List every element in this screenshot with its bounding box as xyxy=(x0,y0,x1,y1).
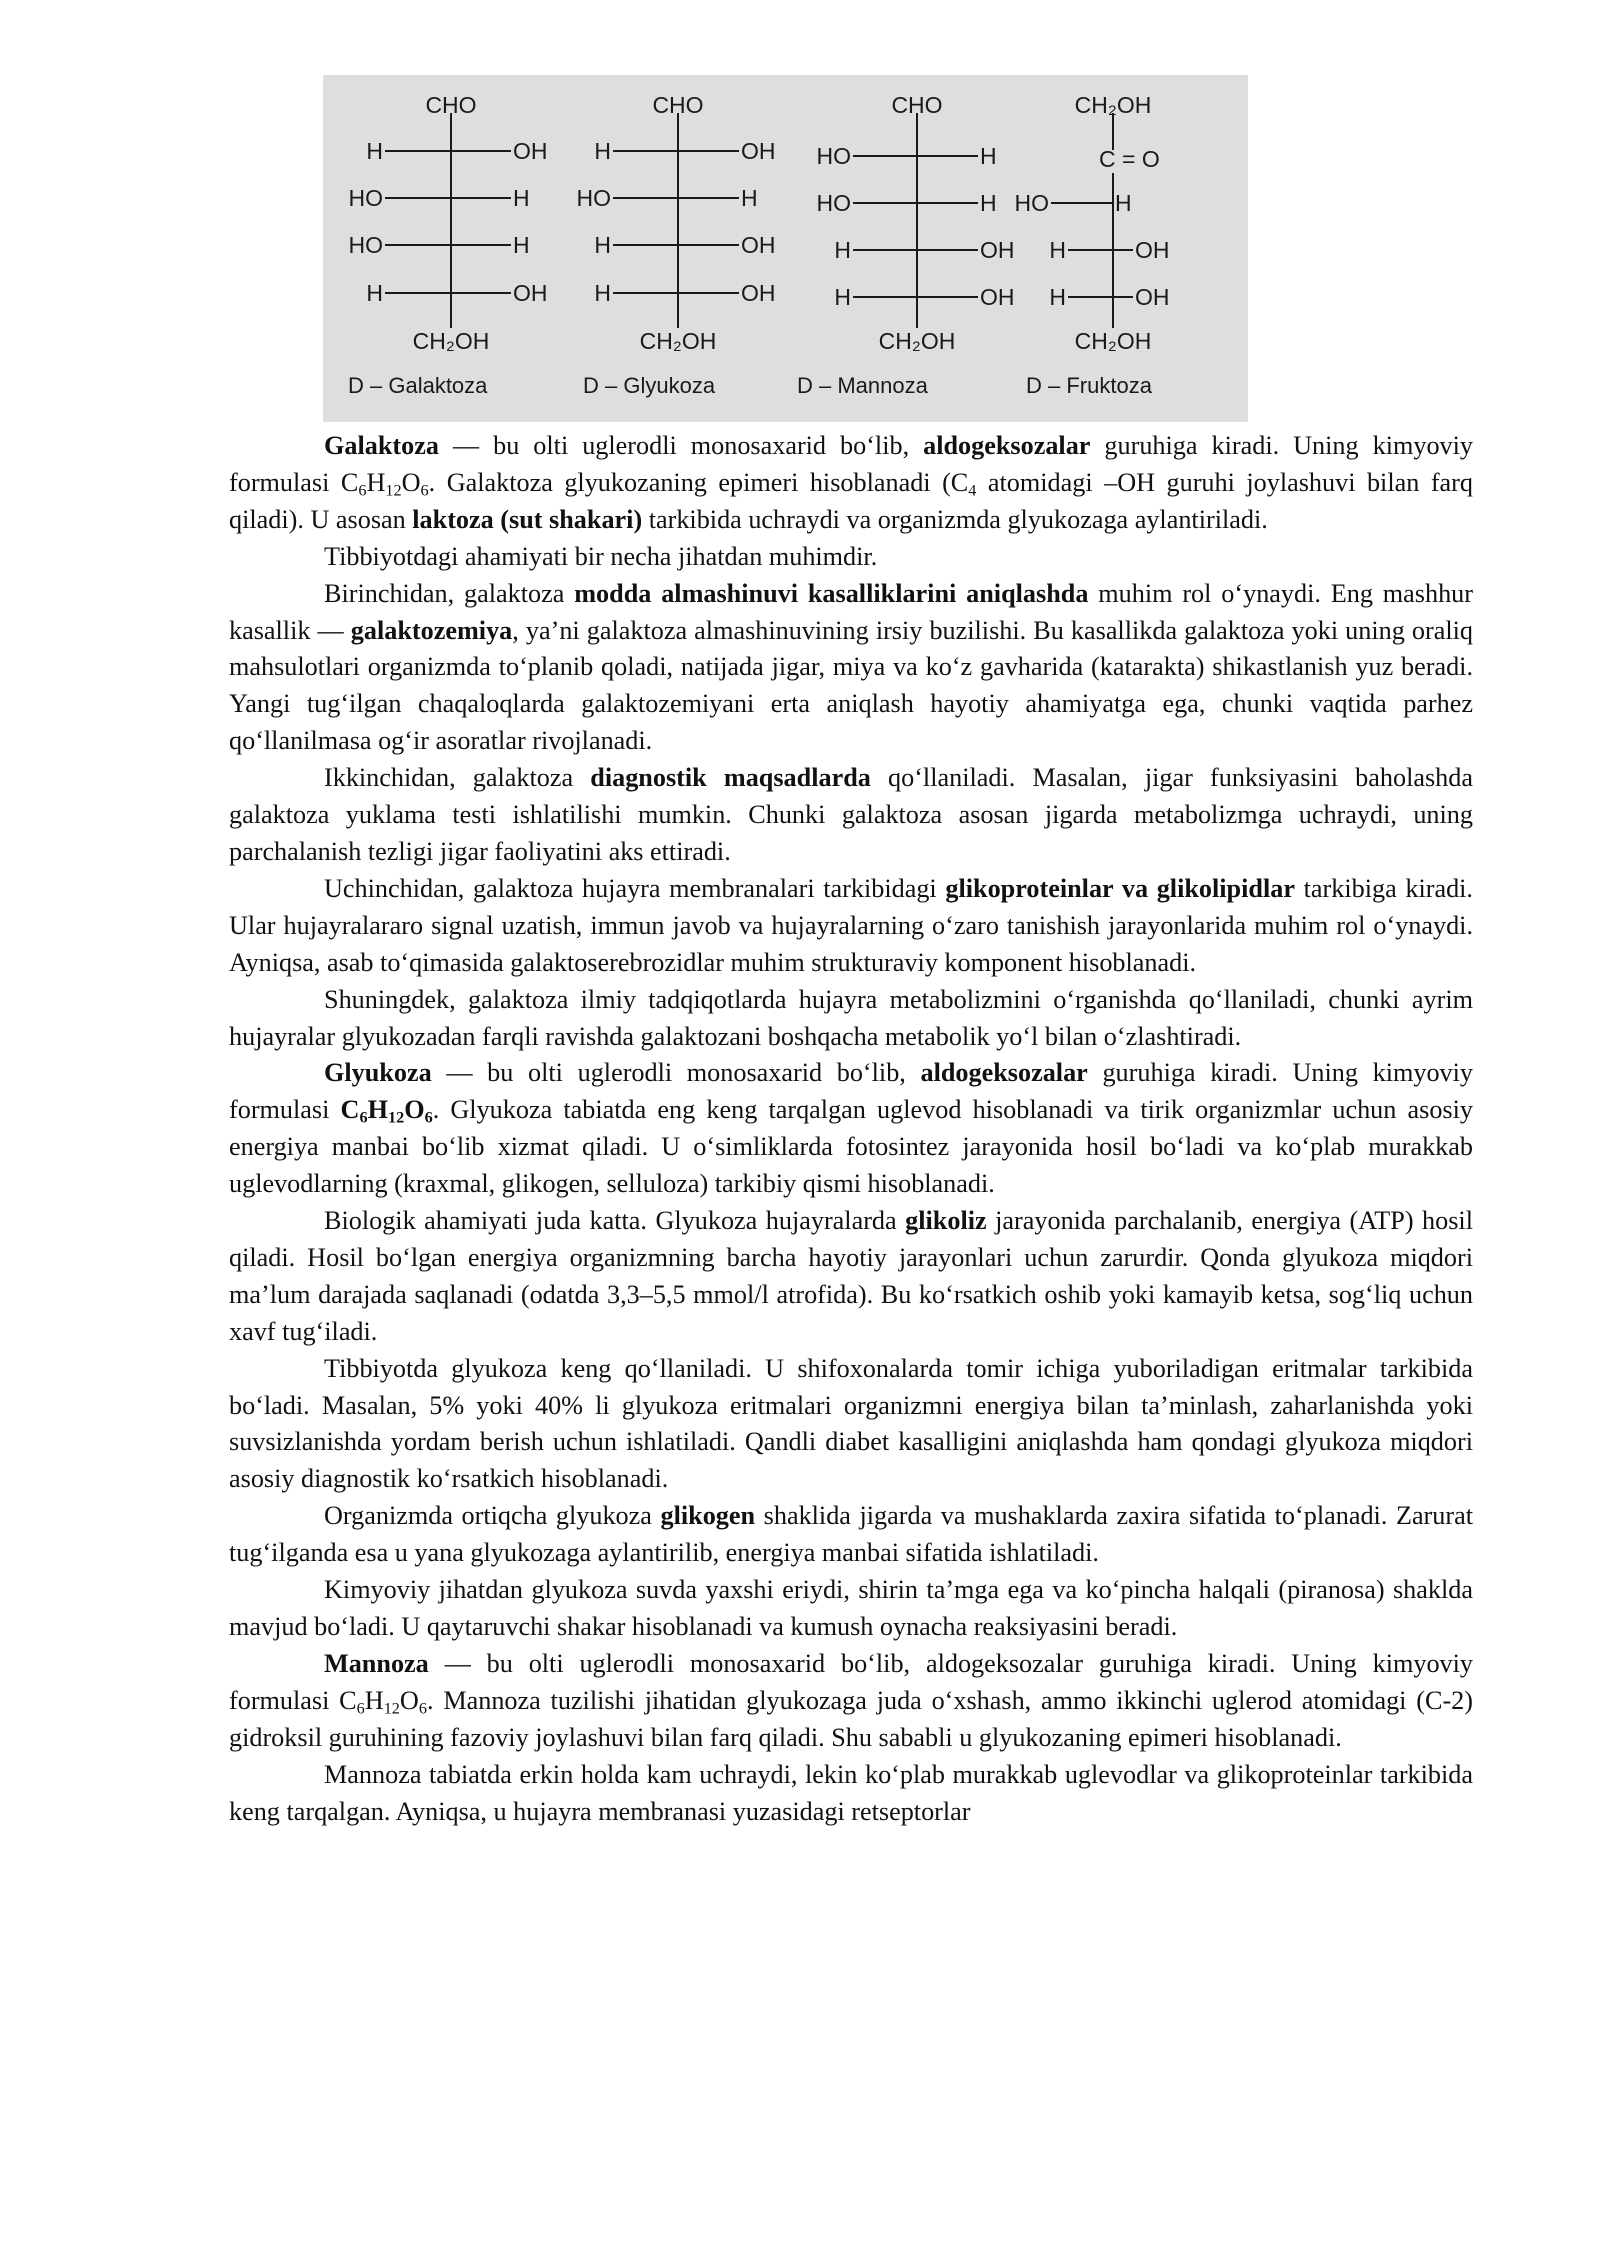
glyukoza-r2-left: HO xyxy=(576,185,611,211)
mannoza-r1-left: HO xyxy=(816,143,851,169)
galaktoza-r2-right: H xyxy=(513,185,530,211)
galaktoza-r2-left: HO xyxy=(348,185,383,211)
paragraph-galaktoza-research: Shuningdek, galaktoza ilmiy tadqiqotlarda hujayra metabolizmini o‘rganishda qo‘llaniladi, chunki ayrim hujayralar glyukozadan farqli ravishda galaktozani boshqacha metabolik yo‘l bilan o‘zlashtiradi. xyxy=(229,984,1473,1051)
fruktoza-r3-left: H xyxy=(1049,284,1066,310)
paragraph-galaktoza-third: Uchinchidan, galaktoza hujayra membranalari tarkibidagi glikoproteinlar va glikolipidlar tarkibiga kiradi. Ular hujayralararo signal uzatish, immun javob va hujayralarning o‘zaro tanishish jarayonlarida muhim rol o‘ynaydi. Ayniqsa, asab to‘qimasida galaktoserebrozidlar muhim strukturaviy komponent hisoblanadi. xyxy=(229,873,1473,977)
fruktoza-r2-left: H xyxy=(1049,237,1066,263)
fruktoza-caption: D – Fruktoza xyxy=(1026,373,1152,398)
paragraph-galaktoza-significance: Tibbiyotdagi ahamiyati bir necha jihatdan muhimdir. xyxy=(324,541,878,571)
glyukoza-bottom: CH₂OH xyxy=(639,328,717,354)
paragraph-glyukoza-biology: Biologik ahamiyati juda katta. Glyukoza hujayralarda glikoliz jarayonida parchalanib, energiya (ATP) hosil qiladi. Hosil bo‘lgan energiya organizmning barcha hayotiy jarayonlari uchun zarurdir. Qonda glyukoza miqdori ma’lum darajada saqlanadi (odatda 3,3–5,5 mmol/l atrofida). Bu ko‘rsatkich oshib yoki kamayib ketsa, sog‘liq uchun xavf tug‘iladi. xyxy=(229,1206,1473,1346)
fischer-projections-svg xyxy=(323,75,1248,422)
mannoza-r2-right: H xyxy=(980,190,997,216)
galaktoza-r4-right: OH xyxy=(513,280,548,306)
paragraph-glyukoza-glycogen: Organizmda ortiqcha glyukoza glikogen shaklida jigarda va mushaklarda zaxira sifatida to‘planadi. Zarurat tug‘ilganda esa u yana glyukozaga aylantirilib, energiya manbai sifatida ishlatiladi. xyxy=(229,1501,1473,1568)
paragraph-galaktoza-second: Ikkinchidan, galaktoza diagnostik maqsadlarda qo‘llaniladi. Masalan, jigar funksiyasini baholashda galaktoza yuklama testi ishlatilishi mumkin. Chunki galaktoza asosan jigarda metabolizmga uchraydi, uning parchalanish tezligi jigar faoliyatini aks ettiradi. xyxy=(229,763,1473,866)
galaktoza-r3-right: H xyxy=(513,232,530,258)
paragraph-glyukoza-chemistry: Kimyoviy jihatdan glyukoza suvda yaxshi eriydi, shirin ta’mga ega va ko‘pincha halqali (piranosa) shaklda mavjud bo‘ladi. U qaytaruvchi shakar hisoblanadi va kumush oynacha reaksiyasini beradi. xyxy=(229,1575,1473,1641)
fruktoza-keto: C = O xyxy=(1099,146,1160,172)
galaktoza-r1-left: H xyxy=(366,138,383,164)
galaktoza-r3-left: HO xyxy=(348,232,383,258)
mannoza-r2-left: HO xyxy=(816,190,851,216)
paragraph-glyukoza-intro: Glyukoza — bu olti uglerodli monosaxarid bo‘lib, aldogeksozalar guruhiga kiradi. Uning kimyoviy formulasi $C_6H_{12}O_6$. Glyukoza tabiatda eng keng tarqalgan uglevod hisoblanadi va tirik organizmlar uchun asosiy energiya manbai bo‘lib xizmat qiladi. U o‘simliklarda fotosintez jarayonida hosil bo‘ladi va ko‘plab murakkab uglevodlarning (kraxmal, glikogen, selluloza) tarkibiy qismi hisoblanadi. xyxy=(229,1058,1474,1199)
glyukoza-r3-left: H xyxy=(594,232,611,258)
glyukoza-r3-right: OH xyxy=(741,232,776,258)
glyukoza-r1-right: OH xyxy=(741,138,776,164)
glyukoza-r4-right: OH xyxy=(741,280,776,306)
paragraph-glyukoza-medicine: Tibbiyotda glyukoza keng qo‘llaniladi. U shifoxonalarda tomir ichiga yuboriladigan eritmalar tarkibida bo‘ladi. Masalan, 5% yoki 40% li glyukoza eritmalari organizmni energiya bilan ta’minlash, zaharlanishda yoki suvsizlanishda yordam berish uchun ishlatiladi. Qandli diabet kasalligini aniqlashda ham qondagi glyukoza miqdori asosiy diagnostik ko‘rsatkich hisoblanadi. xyxy=(229,1353,1473,1494)
glyukoza-r1-left: H xyxy=(594,138,611,164)
paragraph-mannoza-intro: Mannoza — bu olti uglerodli monosaxarid bo‘lib, aldogeksozalar guruhiga kiradi. Uning kimyoviy formulasi $C_6H_{12}O_6$. Mannoza tuzilishi jihatidan glyukozaga juda o‘xshash, ammo ikkinchi uglerod atomidagi (C-2) gidroksil guruhining fazoviy joylashuvi bilan farq qiladi. Shu sababli u glyukozaning epimeri hisoblanadi. xyxy=(229,1648,1473,1752)
fruktoza-bottom: CH₂OH xyxy=(1074,328,1152,354)
galaktoza-r1-right: OH xyxy=(513,138,548,164)
mannoza-r4-left: H xyxy=(834,284,851,310)
glyukoza-top: CHO xyxy=(652,92,704,118)
galaktoza-r4-left: H xyxy=(366,280,383,306)
paragraph-galaktoza-first: Birinchidan, galaktoza modda almashinuvi kasalliklarini aniqlashda muhim rol o‘ynaydi. Eng mashhur kasallik — galaktozemiya, ya’ni galaktoza almashinuvining irsiy buzilishi. Bu kasallikda galaktoza yoki uning oraliq mahsulotlari organizmda to‘planib qoladi, natijada jigar, miya va ko‘z gavharida (katarakta) shikastlanish yuz beradi. Yangi tug‘ilgan chaqaloqlarda galaktozemiyani erta aniqlash hayotiy ahamiyatga ega, chunki vaqtida parhez qo‘llanilmasa og‘ir asoratlar rivojlanadi. xyxy=(229,578,1473,756)
paragraph-mannoza-nature: Mannoza tabiatda erkin holda kam uchraydi, lekin ko‘plab murakkab uglevodlar va glikoproteinlar tarkibida keng tarqalgan. Ayniqsa, u hujayra membranasi yuzasidagi retseptorlar xyxy=(229,1759,1473,1826)
mannoza-top: CHO xyxy=(891,92,943,118)
fruktoza-top: CH₂OH xyxy=(1074,92,1152,118)
mannoza-r3-right: OH xyxy=(980,237,1015,263)
mannoza-r4-right: OH xyxy=(980,284,1015,310)
fruktoza-r3-right: OH xyxy=(1135,284,1170,310)
mannoza-caption: D – Mannoza xyxy=(797,373,928,398)
body-text xyxy=(229,428,1473,1830)
glyukoza-r2-right: H xyxy=(741,185,758,211)
fruktoza-r1-right: H xyxy=(1115,190,1132,216)
galaktoza-bottom: CH₂OH xyxy=(412,328,490,354)
fischer-projections-figure xyxy=(323,75,1248,422)
glyukoza-r4-left: H xyxy=(594,280,611,306)
glyukoza-caption: D – Glyukoza xyxy=(583,373,716,398)
fruktoza-r1-left: HO xyxy=(1014,190,1049,216)
galaktoza-caption: D – Galaktoza xyxy=(348,373,488,398)
mannoza-r1-right: H xyxy=(980,143,997,169)
galaktoza-top: CHO xyxy=(425,92,477,118)
fruktoza-r2-right: OH xyxy=(1135,237,1170,263)
mannoza-r3-left: H xyxy=(834,237,851,263)
mannoza-bottom: CH₂OH xyxy=(878,328,956,354)
paragraph-galaktoza-intro: Galaktoza — bu olti uglerodli monosaxarid bo‘lib, aldogeksozalar guruhiga kiradi. Uning kimyoviy formulasi $C_6H_{12}O_6$. Galaktoza glyukozaning epimeri hisoblanadi ($C_4$ atomidagi –OH guruhi joylashuvi bilan farq qiladi). U asosan laktoza (sut shakari) tarkibida uchraydi va organizmda glyukozaga aylantiriladi. xyxy=(229,431,1473,534)
